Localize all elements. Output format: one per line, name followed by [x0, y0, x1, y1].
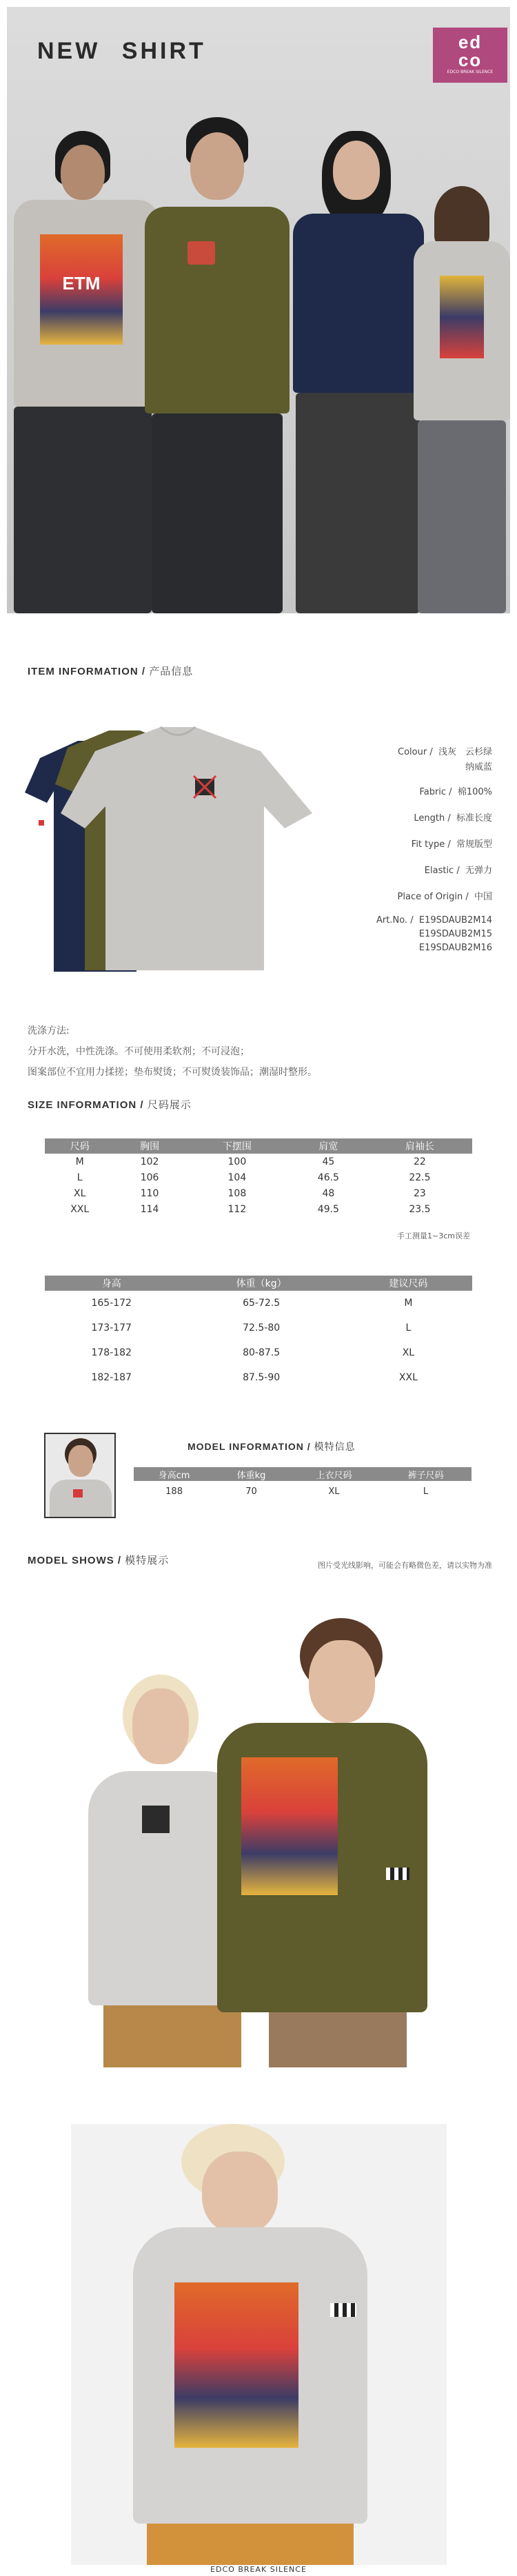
- heading-en: ITEM INFORMATION: [28, 666, 139, 677]
- wash-line-1: 分开水洗，中性洗涤。不可使用柔软剂；不可浸泡；: [28, 1046, 250, 1057]
- measure-note: 手工测量1~3cm误差: [397, 1231, 470, 1240]
- model-photo-2: [71, 2124, 447, 2565]
- cell: 49.5: [317, 1203, 339, 1215]
- spec-artno: Art.No. / E19SDAUB2M14: [376, 915, 492, 926]
- spec-artno-2: E19SDAUB2M15: [418, 929, 492, 939]
- cell: 45: [322, 1156, 335, 1167]
- cell: L: [423, 1486, 429, 1497]
- cell: 22.5: [409, 1172, 431, 1183]
- heading-cn: 模特展示: [125, 1555, 170, 1566]
- table-header-row: [134, 1467, 472, 1481]
- col-header: 身高: [45, 1276, 178, 1291]
- hero-title: NEW SHIRT: [37, 38, 206, 64]
- spec-colour: Colour / 浅灰 云杉绿: [398, 747, 492, 757]
- size-info-heading: [28, 1097, 192, 1112]
- spec-fabric: Fabric / 棉100%: [419, 787, 492, 797]
- item-info-heading: [28, 664, 193, 678]
- model-2-front: [138, 117, 296, 613]
- cell: XXL: [398, 1372, 418, 1383]
- cell: 23.5: [409, 1203, 431, 1215]
- table-row: [45, 1169, 472, 1185]
- spec-fit: Fit type / 常规版型: [411, 839, 492, 850]
- cell: 65-72.5: [243, 1298, 281, 1309]
- col-header: 肩袖长: [367, 1138, 472, 1154]
- cell: 48: [322, 1187, 335, 1199]
- cell: 108: [227, 1187, 247, 1199]
- logo-text-2: co: [458, 50, 483, 70]
- cell: 22: [414, 1156, 426, 1167]
- model-3-front: [286, 131, 431, 613]
- cell: 178-182: [91, 1347, 132, 1358]
- table-row: [45, 1316, 472, 1340]
- cell: 112: [227, 1203, 247, 1215]
- spec-length: Length / 标准长度: [414, 813, 492, 824]
- cell: 102: [140, 1156, 159, 1167]
- brand-logo: [433, 28, 507, 83]
- heading-en: MODEL SHOWS: [28, 1555, 114, 1566]
- cell: 106: [140, 1172, 159, 1183]
- model-shows-heading: [28, 1553, 169, 1567]
- cell: L: [77, 1172, 83, 1183]
- table-row: [45, 1291, 472, 1316]
- cell: 104: [227, 1172, 247, 1183]
- size-table: [45, 1138, 472, 1217]
- col-header: 建议尺码: [345, 1276, 472, 1291]
- col-header: 胸围: [114, 1138, 184, 1154]
- model-4-back: [414, 186, 510, 613]
- cell: M: [404, 1298, 413, 1309]
- cell: XXL: [70, 1203, 90, 1215]
- cell: 80-87.5: [243, 1347, 281, 1358]
- spec-colour-2: 纳威蓝: [465, 762, 492, 773]
- print-text: ETM: [62, 273, 101, 294]
- col-header: 尺码: [45, 1138, 114, 1154]
- hero-banner: [7, 7, 510, 613]
- col-header: 体重（kg）: [178, 1276, 344, 1291]
- heading-en: MODEL INFORMATION: [187, 1441, 304, 1452]
- cell: 72.5-80: [243, 1322, 281, 1333]
- spec-list: [376, 744, 492, 957]
- col-header: 身高cm: [134, 1467, 214, 1481]
- cell: 182-187: [91, 1372, 132, 1383]
- cell: XL: [74, 1187, 86, 1199]
- col-header: 肩宽: [290, 1138, 367, 1154]
- table-row: [45, 1201, 472, 1217]
- logo-subtext: EDCO BREAK SILENCE: [447, 70, 494, 74]
- cell: XL: [328, 1486, 340, 1497]
- cell: 114: [140, 1203, 159, 1215]
- wash-title: 洗涤方法:: [28, 1025, 70, 1036]
- product-tshirts-image: [12, 710, 323, 985]
- col-header: 体重kg: [214, 1467, 288, 1481]
- model-1-back: [7, 131, 159, 613]
- col-header: 上衣尺码: [288, 1467, 380, 1481]
- photo-caption: EDCO BREAK SILENCE: [210, 2565, 307, 2574]
- recommend-table: [45, 1276, 472, 1390]
- cell: 173-177: [91, 1322, 132, 1333]
- heading-sep: /: [138, 666, 150, 677]
- cell: 188: [165, 1486, 183, 1497]
- cell: 165-172: [91, 1298, 132, 1309]
- heading-cn: 产品信息: [149, 666, 194, 677]
- model-info-table: [134, 1467, 472, 1502]
- table-header-row: [45, 1276, 472, 1291]
- color-disclaimer: 图片受光线影响，可能会有略微色差，请以实物为准: [318, 1561, 492, 1570]
- table-header-row: [45, 1138, 472, 1154]
- heading-sep: /: [303, 1441, 314, 1452]
- cell: 100: [227, 1156, 247, 1167]
- table-row: [134, 1481, 472, 1502]
- spec-origin: Place of Origin / 中国: [397, 892, 492, 902]
- table-row: [45, 1365, 472, 1390]
- heading-en: SIZE INFORMATION: [28, 1099, 137, 1111]
- cell: 70: [245, 1486, 257, 1497]
- spec-elastic: Elastic / 无弹力: [424, 866, 492, 876]
- table-row: [45, 1185, 472, 1201]
- col-header: 裤子尺码: [380, 1467, 472, 1481]
- wash-instructions: [28, 1021, 317, 1083]
- model-thumbnail: [44, 1433, 116, 1518]
- cell: 87.5-90: [243, 1372, 281, 1383]
- cell: M: [75, 1156, 84, 1167]
- sleeve-checker: [28, 820, 44, 831]
- cell: L: [405, 1322, 412, 1333]
- chest-print: [194, 776, 216, 798]
- wash-line-2: 图案部位不宜用力揉搓；垫布熨烫；不可熨烫装饰品；潮湿时整形。: [28, 1067, 317, 1078]
- heading-cn: 模特信息: [314, 1441, 356, 1452]
- col-header: 下摆围: [185, 1138, 290, 1154]
- table-row: [45, 1340, 472, 1365]
- shirt-print: [40, 234, 123, 345]
- cell: XL: [402, 1347, 415, 1358]
- heading-cn: 尺码展示: [147, 1099, 192, 1111]
- cell: 110: [140, 1187, 159, 1199]
- model-info-heading: [187, 1440, 356, 1453]
- cell: 46.5: [317, 1172, 339, 1183]
- spec-artno-3: E19SDAUB2M16: [418, 943, 492, 953]
- heading-sep: /: [136, 1099, 148, 1111]
- heading-sep: /: [114, 1555, 125, 1566]
- table-row: [45, 1154, 472, 1169]
- cell: 23: [414, 1187, 426, 1199]
- logo-text-1: ed: [458, 32, 483, 52]
- model-photo-1: [7, 1599, 510, 2067]
